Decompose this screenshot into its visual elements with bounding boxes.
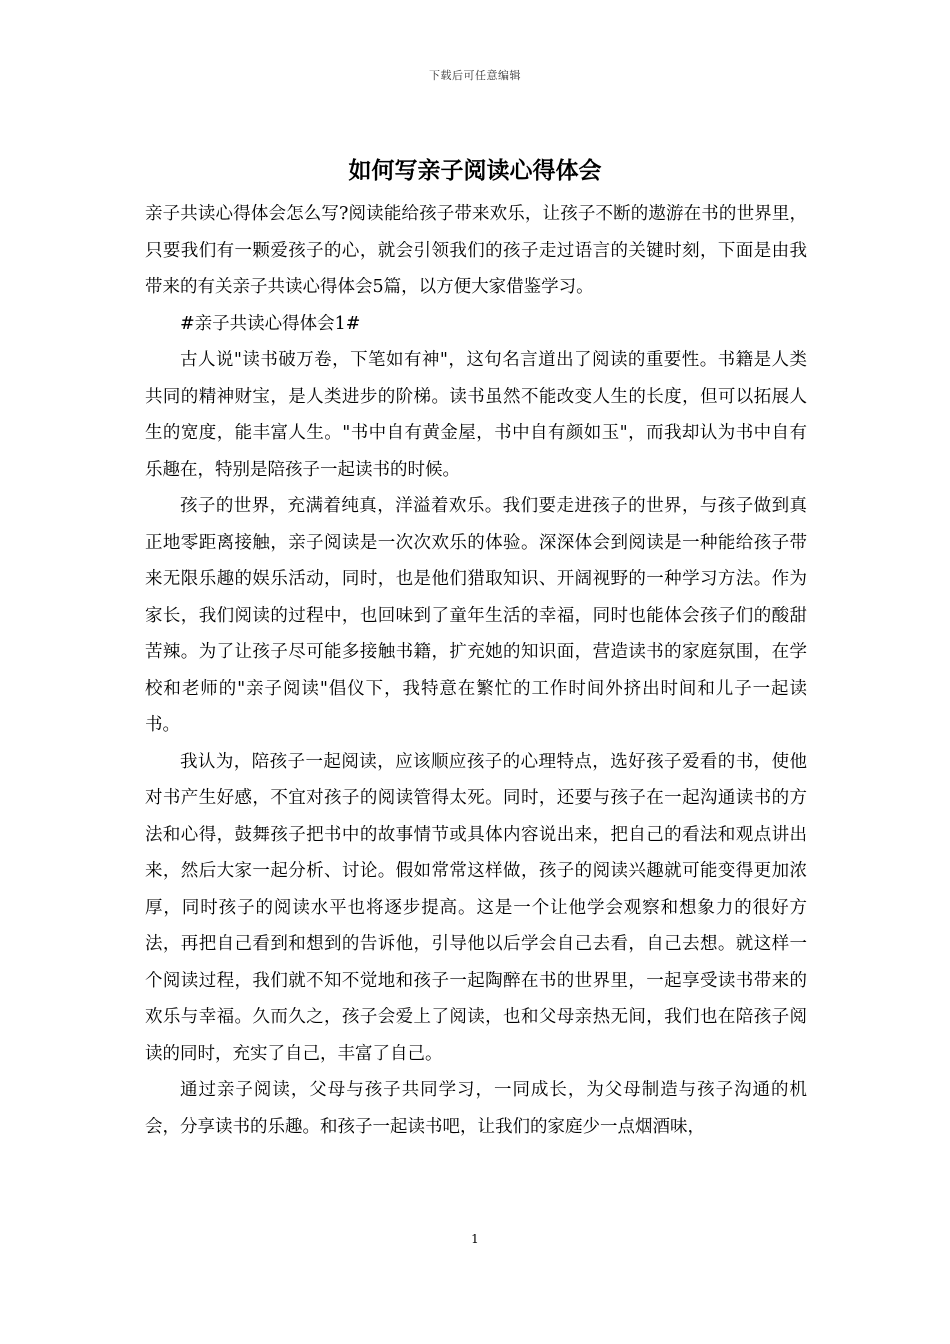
intro-paragraph: 亲子共读心得体会怎么写?阅读能给孩子带来欢乐，让孩子不断的遨游在书的世界里，只要我们有一颗爱孩子的心，就会引领我们的孩子走过语言的关键时刻，下面是由我带来的有关亲子共读心得体会5篇，以方便大家借鉴学习。: [145, 204, 807, 297]
page-number: 1: [471, 1232, 479, 1246]
document-title: 如何写亲子阅读心得体会: [348, 157, 602, 184]
body-paragraph: 我认为，陪孩子一起阅读，应该顺应孩子的心理特点，选好孩子爱看的书，使他对书产生好感，不宜对孩子的阅读管得太死。同时，还要与孩子在一起沟通读书的方法和心得，鼓舞孩子把书中的故事情节或具体内容说出来，把自己的看法和观点讲出来，然后大家一起分析、讨论。假如常常这样做，孩子的阅读兴趣就可能变得更加浓厚，同时孩子的阅读水平也将逐步提高。这是一个让他学会观察和想象力的很好方法，再把自己看到和想到的告诉他，引导他以后学会自己去看，自己去想。就这样一个阅读过程，我们就不知不觉地和孩子一起陶醉在书的世界里，一起享受读书带来的欢乐与幸福。久而久之，孩子会爱上了阅读，也和父母亲热无间，我们也在陪孩子阅读的同时，充实了自己，丰富了自己。: [145, 751, 807, 1064]
body-paragraph: 孩子的世界，充满着纯真，洋溢着欢乐。我们要走进孩子的世界，与孩子做到真正地零距离接触，亲子阅读是一次次欢乐的体验。深深体会到阅读是一种能给孩子带来无限乐趣的娱乐活动，同时，也是他们猎取知识、开阔视野的一种学习方法。作为家长，我们阅读的过程中，也回味到了童年生活的幸福，同时也能体会孩子们的酸甜苦辣。为了让孩子尽可能多接触书籍，扩充她的知识面，营造读书的家庭氛围，在学校和老师的"亲子阅读"倡仪下，我特意在繁忙的工作时间外挤出时间和儿子一起读书。: [145, 496, 807, 735]
body-paragraph: 古人说"读书破万卷，下笔如有神"，这句名言道出了阅读的重要性。书籍是人类共同的精神财宝，是人类进步的阶梯。读书虽然不能改变人生的长度，但可以拓展人生的宽度，能丰富人生。"书中自有黄金屋，书中自有颜如玉"，而我却认为书中自有乐趣在，特别是陪孩子一起读书的时候。: [145, 350, 807, 480]
body-paragraph: 通过亲子阅读，父母与孩子共同学习，一同成长，为父母制造与孩子沟通的机会，分享读书的乐趣。和孩子一起读书吧，让我们的家庭少一点烟酒味，: [145, 1080, 807, 1137]
header-note: 下载后可任意编辑: [429, 69, 521, 82]
document-body: [145, 196, 807, 1145]
section-heading: #亲子共读心得体会1#: [180, 313, 361, 334]
